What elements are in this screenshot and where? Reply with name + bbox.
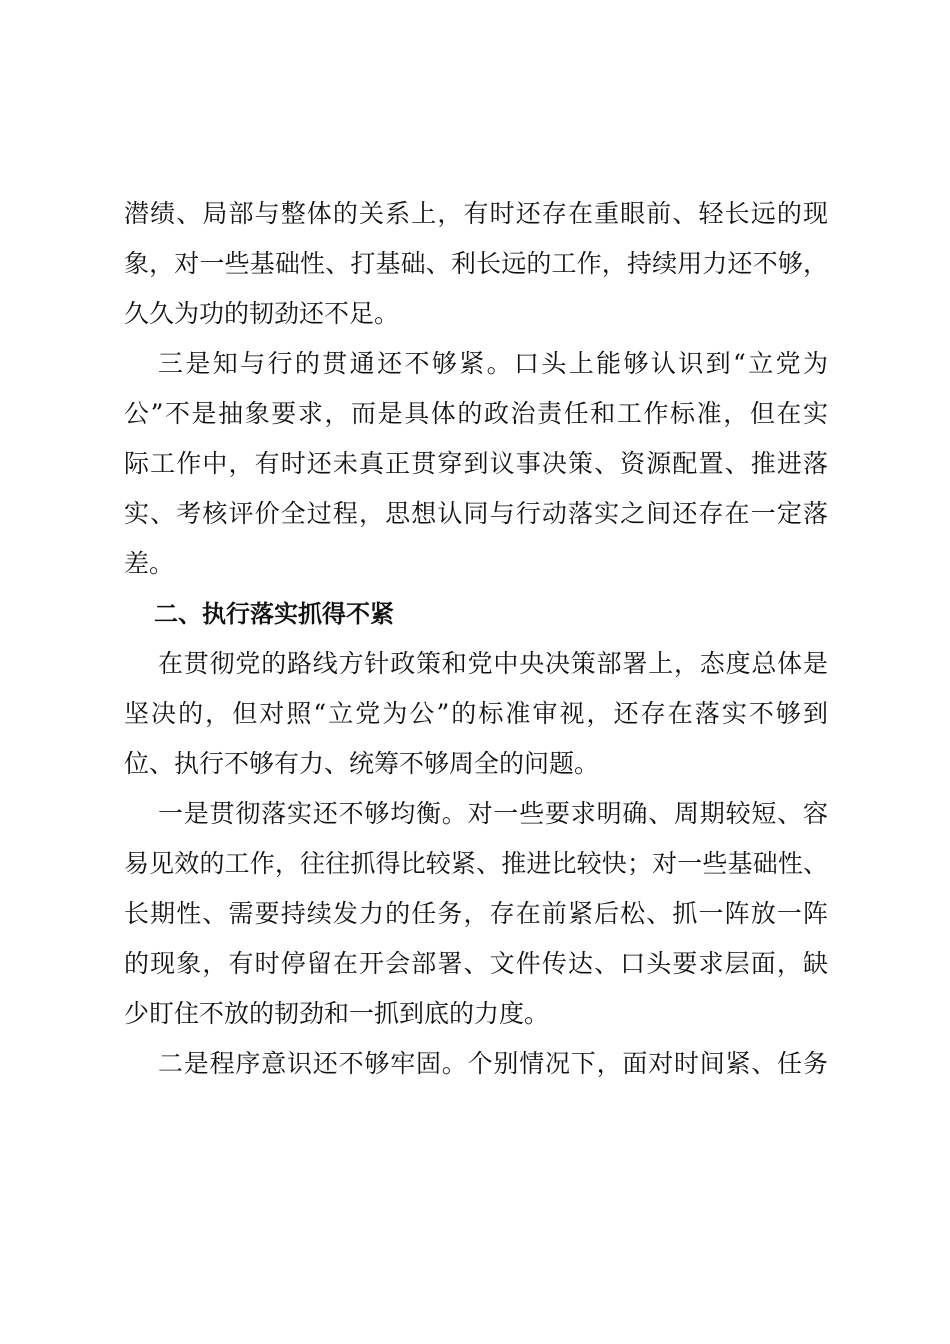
paragraph-line: 公”不是抽象要求，而是具体的政治责任和工作标准，但在实 — [124, 399, 828, 428]
paragraph-line: 久久为功的韧劲还不足。 — [124, 299, 400, 328]
paragraph-line: 象，对一些基础性、打基础、利长远的工作，持续用力还不够， — [124, 249, 828, 278]
paragraph-line: 在贯彻党的路线方针政策和党中央决策部署上，态度总体是 — [158, 649, 828, 678]
paragraph-1 — [124, 189, 828, 339]
paragraph-line: 一是贯彻落实还不够均衡。对一些要求明确、周期较短、容 — [158, 799, 828, 828]
paragraph-5 — [124, 1039, 828, 1089]
paragraph-3 — [124, 639, 828, 789]
section-heading: 二、执行落实抓得不紧 — [154, 600, 394, 628]
paragraph-line: 易见效的工作，往往抓得比较紧、推进比较快；对一些基础性、 — [124, 849, 828, 878]
paragraph-line: 少盯住不放的韧劲和一抓到底的力度。 — [124, 999, 550, 1028]
paragraph-line: 差。 — [124, 549, 175, 578]
paragraph-2 — [124, 339, 828, 589]
paragraph-4 — [124, 789, 828, 1039]
paragraph-line: 际工作中，有时还未真正贯穿到议事决策、资源配置、推进落 — [124, 449, 828, 478]
paragraph-line: 三是知与行的贯通还不够紧。口头上能够认识到“立党为 — [158, 349, 828, 378]
paragraph-line: 位、执行不够有力、统筹不够周全的问题。 — [124, 749, 600, 778]
paragraph-line: 的现象，有时停留在开会部署、文件传达、口头要求层面，缺 — [124, 949, 828, 978]
paragraph-line: 坚决的，但对照“立党为公”的标准审视，还存在落实不够到 — [124, 699, 828, 728]
paragraph-line: 二是程序意识还不够牢固。个别情况下，面对时间紧、任务 — [158, 1049, 828, 1078]
paragraph-line: 实、考核评价全过程，思想认同与行动落实之间还存在一定落 — [124, 499, 828, 528]
paragraph-line: 潜绩、局部与整体的关系上，有时还存在重眼前、轻长远的现 — [124, 199, 828, 228]
paragraph-line: 长期性、需要持续发力的任务，存在前紧后松、抓一阵放一阵 — [124, 899, 828, 928]
document-body — [124, 189, 828, 1089]
